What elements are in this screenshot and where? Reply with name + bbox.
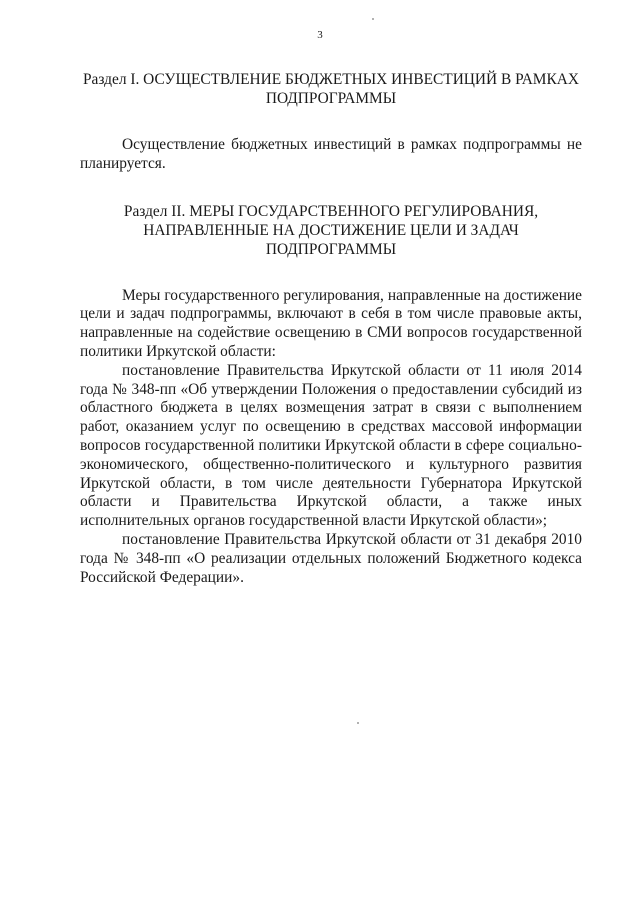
scan-speck	[357, 722, 359, 724]
document-body	[80, 64, 582, 587]
section-2-paragraph-intro: Меры государственного регулирования, направленные на достижение цели и задач подпрограммы, включают в себя в том числе правовые акты, направленные на содействие освещению в СМИ вопросов государственной политики Иркутской области:	[80, 286, 582, 360]
section-1-paragraph: Осуществление бюджетных инвестиций в рамках подпрограммы не планируется.	[80, 136, 582, 172]
section-2-paragraph-decree-2010: постановление Правительства Иркутской области от 31 декабря 2010 года № 348-пп «О реализации отдельных положений Бюджетного кодекса Российской Федерации».	[80, 530, 582, 586]
scan-speck	[372, 18, 374, 20]
page-number: 3	[317, 29, 323, 41]
section-2-paragraph-decree-2014: постановление Правительства Иркутской области от 11 июля 2014 года № 348-пп «Об утверждении Положения о предоставлении субсидий из областного бюджета в целях возмещения затрат в связи с выполнением работ, оказанием услуг по освещению в средствах массовой информации вопросов государственной политики Иркутской области в сфере социально-экономического, общественно-политического и культурного развития Иркутской области, в том числе деятельности Губернатора Иркутской области и Правительства Иркутской области, а также иных исполнительных органов государственной власти Иркутской области»;	[80, 361, 582, 530]
section-2-heading: Раздел II. МЕРЫ ГОСУДАРСТВЕННОГО РЕГУЛИРОВАНИЯ, НАПРАВЛЕННЫЕ НА ДОСТИЖЕНИЕ ЦЕЛИ И ЗАДАЧ ПОДПРОГРАММЫ	[123, 202, 539, 258]
section-1-heading: Раздел I. ОСУЩЕСТВЛЕНИЕ БЮДЖЕТНЫХ ИНВЕСТИЦИЙ В РАМКАХ ПОДПРОГРАММЫ	[82, 71, 579, 107]
